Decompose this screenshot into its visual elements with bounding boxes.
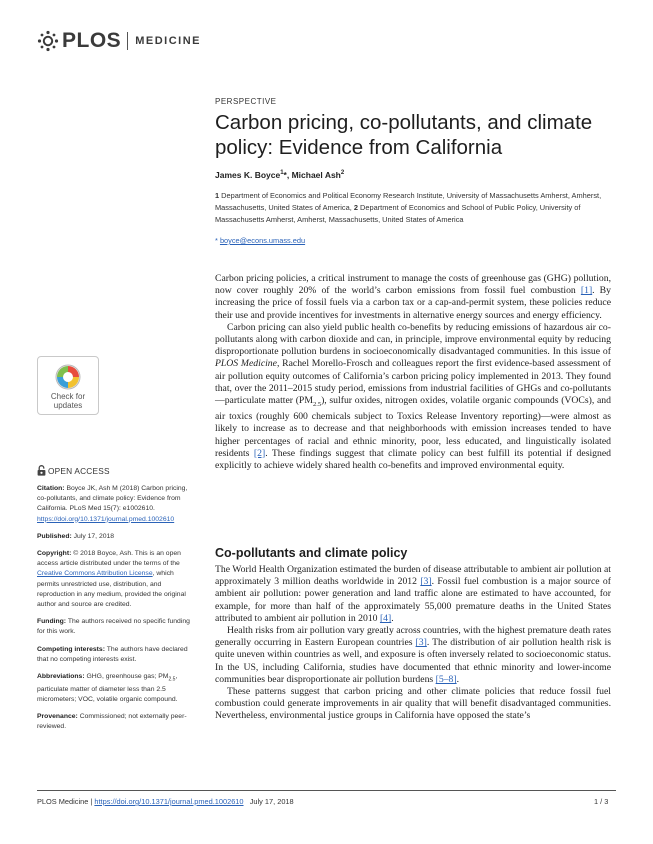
published <box>37 532 197 542</box>
provenance-label: Provenance: <box>37 713 78 721</box>
author-list <box>215 170 344 180</box>
abbrev-subscript: 2.5 <box>168 676 176 683</box>
p3-text-b: . Fossil fuel combustion is a major source of ambient air pollution: power generation and land traffic alone are estimated to have accounted, for example, for more than half of the approximately 55,000 premature deaths in the United States attributed to ambient air pollution in 2010 <box>215 576 611 624</box>
author-ash-affil: 2 <box>340 170 345 177</box>
article-category: PERSPECTIVE <box>215 97 277 106</box>
footer-citation <box>37 797 294 806</box>
pm-subscript: 2.5 <box>312 400 322 408</box>
ref-link-3[interactable]: [3] <box>420 576 432 588</box>
badge-line-1: Check for <box>50 392 86 401</box>
paragraph-1 <box>215 273 611 322</box>
footer-date: July 17, 2018 <box>243 797 294 806</box>
corresponding-email <box>215 236 305 245</box>
logo-journal-name: MEDICINE <box>135 35 201 47</box>
p2-text-d: . These findings suggest that climate policy can best fulfill its potential if designed explicitly to achieve widely shared health co-benefits and improved environmental equity. <box>215 447 611 471</box>
author-separator: , <box>286 170 292 180</box>
badge-label <box>38 392 98 410</box>
badge-line-2: updates <box>53 401 83 410</box>
p1-text-a: Carbon pricing policies, a critical instrument to manage the costs of greenhouse gas (GHG) pollution, now cover roughly 20% of the world’s carbon emissions from fossil fuel combustion <box>215 273 611 297</box>
citation <box>37 484 197 525</box>
author-boyce[interactable]: James K. Boyce <box>215 170 281 180</box>
ref-link-2[interactable]: [2] <box>253 447 266 459</box>
p2-text-a: Carbon pricing can also yield public health co-benefits by reducing emissions of hazardous air co-pollutants along with carbon dioxide and can, in principle, improve environmental equity by reducing disproportionate pollution burdens in socioeconomically disadvantaged communities. In this issue of <box>215 321 611 358</box>
author-ash[interactable]: Michael Ash <box>291 170 341 180</box>
p2-text-c: ), sulfur oxides, nitrogen oxides, volatile organic compounds (VOCs), and air toxics (roughly 600 chemicals subject to Toxics Release Inventory reporting)—were almost as likely to increase as to decrease and that neighborhoods with emission increases tended to have higher percentages of racial and ethnic minority, poor, less educated, and linguistically isolated residents <box>215 395 611 459</box>
citation-text: Boyce JK, Ash M (2018) Carbon pricing, co-pollutants, and climate policy: Evidence from California. PLoS Med 15(7): e1002610. <box>37 485 188 513</box>
provenance-text: Commissioned; not externally peer-reviewed. <box>37 713 187 731</box>
p4-text-a: Health risks from air pollution vary greatly across countries, with the highest premature death rates generally occurring in Eastern European countries <box>215 625 611 649</box>
funding-label: Funding: <box>37 618 67 626</box>
corresponding-mark: * <box>283 170 287 180</box>
p3-text-c: . <box>391 612 394 624</box>
author-boyce-affil: 1 <box>280 170 284 177</box>
copyright-text-b: , which permits unrestricted use, distribution, and reproduction in any medium, provided the original author and source are credited. <box>37 570 186 609</box>
competing-text: The authors have declared that no competing interests exist. <box>37 645 188 663</box>
p3-text-a: The World Health Organization estimated the burden of disease attributable to ambient air pollution at approximately 3 million deaths worldwide in 2012 <box>215 564 611 588</box>
license-link[interactable]: Creative Commons Attribution License <box>37 570 153 578</box>
affiliation-2: Department of Economics and School of Public Policy, University of Massachusetts Amherst, Amherst, Massachusetts, United States of America <box>215 202 581 224</box>
p1-text-b: . By increasing the price of fossil fuels via a carbon tax or a cap-and-permit system, these policies reduce their use and provide incentives for investments in alternative energy sources and energy efficiency. <box>215 285 611 321</box>
check-for-updates-badge[interactable] <box>37 356 99 415</box>
crossmark-icon <box>54 363 82 391</box>
competing-interests <box>37 645 197 665</box>
article-title: Carbon pricing, co-pollutants, and climate policy: Evidence from California <box>215 111 593 159</box>
paragraph-2 <box>215 322 611 472</box>
p2-text-b: , Rachel Morello-Frosch and colleagues report the first evidence-based assessment of air pollution equity outcomes of California’s carbon pricing policy implemented in 2013. They found that, over the 2011–2015 study period, emissions from industrial facilities of GHGs and co-pollutants—particulate matter (PM <box>215 358 611 407</box>
abbrev-text-b: , particulate matter of diameter less than 2.5 micrometers; VOC, volatile organic compound. <box>37 673 178 703</box>
ref-link-4[interactable]: [4] <box>379 612 392 624</box>
ref-link-5-8[interactable]: [5–8] <box>435 673 457 685</box>
body-section <box>215 564 611 723</box>
affiliation-1: Department of Economics and Political Economy Research Institute, University of Massachusetts Amherst, Amherst, Massachusetts, United States of America, <box>215 191 602 212</box>
published-label: Published: <box>37 532 72 540</box>
funding-text: The authors received no specific funding for this work. <box>37 618 190 636</box>
citation-label: Citation: <box>37 485 65 492</box>
open-access-label <box>37 465 110 476</box>
email-link[interactable]: boyce@econs.umass.edu <box>219 236 306 245</box>
affiliation-number-1: 1 <box>215 191 220 200</box>
ref-link-1[interactable]: [1] <box>580 285 593 297</box>
paragraph-5: These patterns suggest that carbon pricing and other climate policies that reduce fossil fuel combustion could generate improvements in air quality that will benefit disadvantaged communities. Nevertheless, environmental justice groups in California have opposed the state’s <box>215 686 611 722</box>
p4-text-c: . <box>456 673 460 685</box>
abbrev-label: Abbreviations: <box>37 673 85 681</box>
section-heading: Co-pollutants and climate policy <box>215 546 408 560</box>
plos-flower-icon <box>37 30 59 52</box>
affiliations <box>215 190 620 225</box>
footer-rule <box>37 790 616 791</box>
affiliation-number-2: 2 <box>353 202 358 212</box>
abbreviations <box>37 672 197 705</box>
sidebar-metadata <box>37 484 197 732</box>
plos-logo[interactable] <box>37 30 201 52</box>
published-date: July 17, 2018 <box>71 532 115 540</box>
copyright-text-a: © 2018 Boyce, Ash. This is an open access article distributed under the terms of the <box>37 550 181 568</box>
paragraph-4 <box>215 625 611 686</box>
body-intro <box>215 273 611 472</box>
open-lock-icon <box>37 465 46 476</box>
email-marker: * <box>215 236 220 245</box>
copyright-label: Copyright: <box>37 550 72 558</box>
abbrev-text-a: GHG, greenhouse gas; PM <box>84 673 169 681</box>
footer-journal: PLOS Medicine | <box>37 797 95 806</box>
open-access-text: OPEN ACCESS <box>48 465 110 476</box>
provenance <box>37 712 197 732</box>
paragraph-3 <box>215 564 611 625</box>
page-number: 1 / 3 <box>594 797 609 806</box>
p2-journal-name: PLOS Medicine <box>215 358 277 370</box>
p4-text-b: . The distribution of air pollution health risk is quite uneven within countries as well, and exposure is often inversely related to socioeconomic status. In the US, including California, studies have documented that ethnic minority and lower-income communities bear disproportionate air pollution burdens <box>215 637 612 685</box>
copyright <box>37 549 197 610</box>
logo-plos-text: PLOS <box>62 29 122 52</box>
logo-divider <box>127 32 128 50</box>
funding <box>37 617 197 637</box>
competing-label: Competing interests: <box>37 645 105 653</box>
footer-doi-link[interactable]: https://doi.org/10.1371/journal.pmed.1002610 <box>94 797 244 806</box>
ref-link-3b[interactable]: [3] <box>415 637 427 649</box>
citation-doi-link[interactable]: https://doi.org/10.1371/journal.pmed.1002610 <box>37 515 175 523</box>
